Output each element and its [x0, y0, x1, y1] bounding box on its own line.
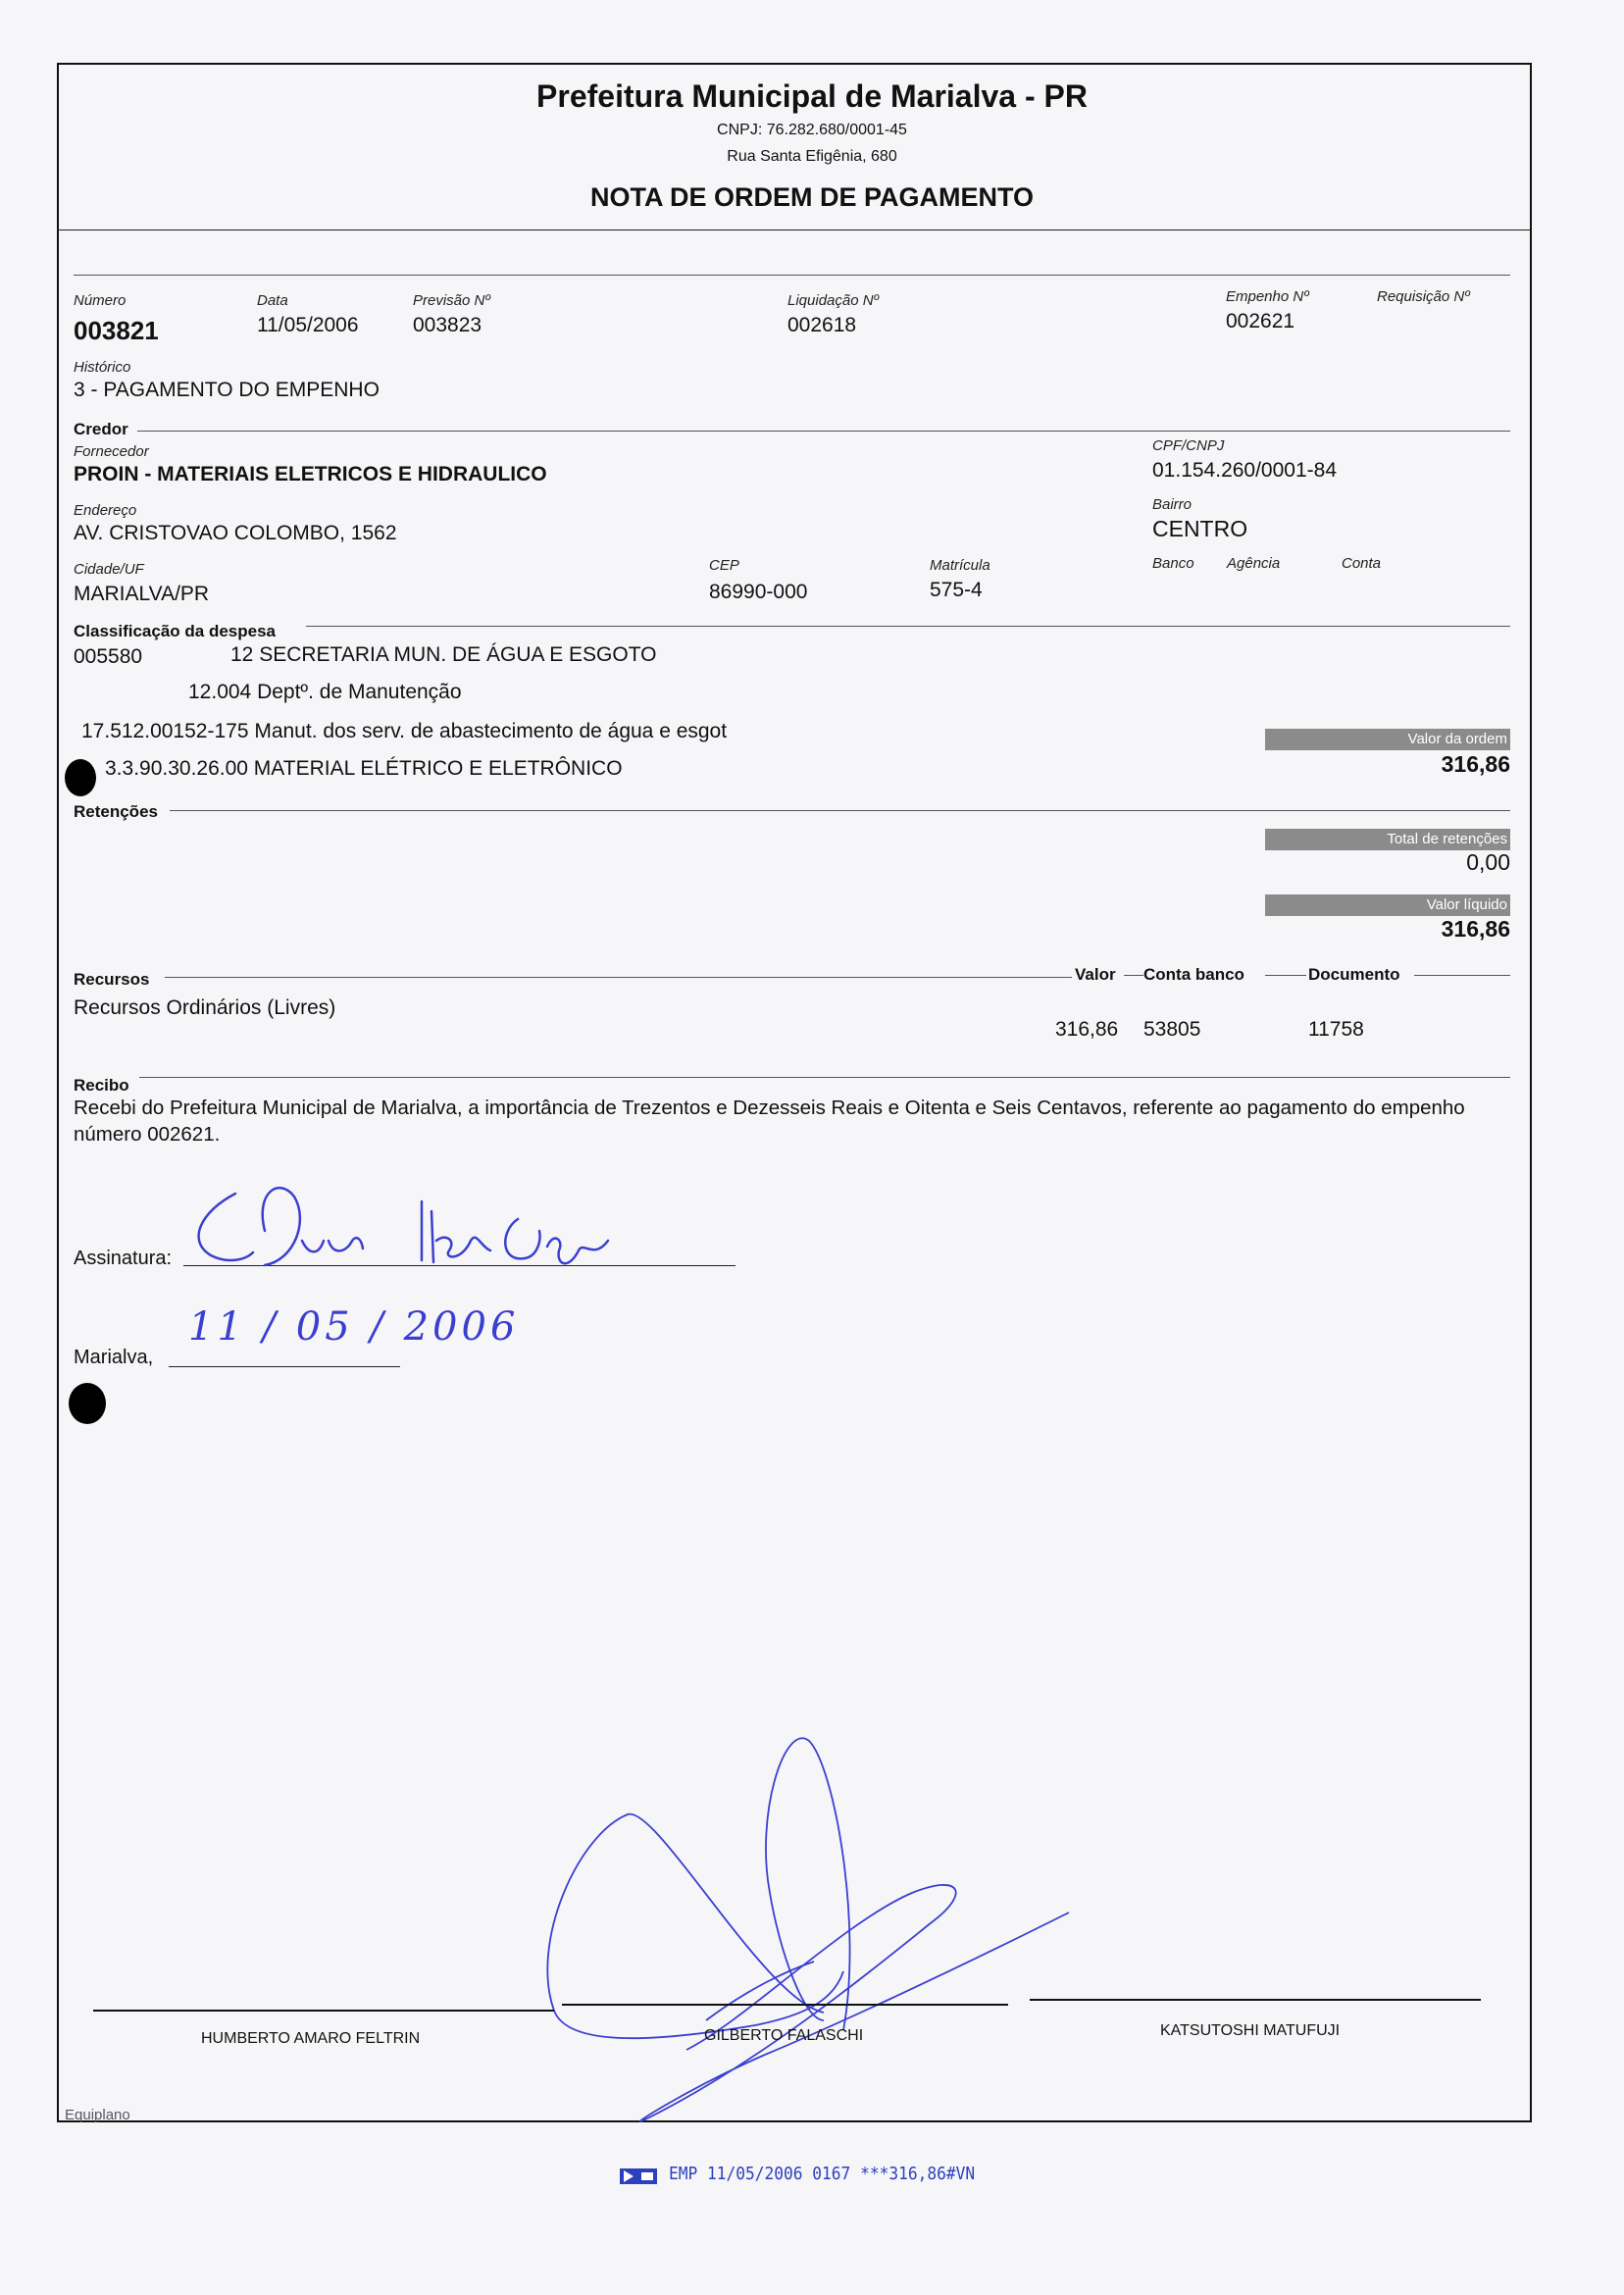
- historico-value: 3 - PAGAMENTO DO EMPENHO: [74, 379, 380, 401]
- matricula-label: Matrícula: [930, 557, 990, 574]
- recursos-rule: [165, 977, 1072, 978]
- numero-value: 003821: [74, 316, 159, 345]
- signatory-2-name: GILBERTO FALASCHI: [704, 2027, 864, 2044]
- empenho-label: Empenho Nº: [1226, 288, 1309, 305]
- date-line: [169, 1366, 400, 1367]
- classificacao-section-title: Classificação da despesa: [74, 622, 277, 640]
- signature-receiver: [186, 1172, 647, 1300]
- footer-brand: Equiplano: [65, 2107, 130, 2123]
- fornecedor-value: PROIN - MATERIAIS ELETRICOS E HIDRAULICO: [74, 463, 547, 485]
- recursos-documento-label: Documento: [1308, 965, 1400, 984]
- historico-label: Histórico: [74, 359, 131, 376]
- valor-ordem-value: 316,86: [1441, 751, 1510, 777]
- signature-line-3: [1030, 1999, 1481, 2001]
- data-value: 11/05/2006: [257, 314, 359, 336]
- fields-top-rule: [74, 275, 1510, 276]
- cpf-value: 01.154.260/0001-84: [1152, 459, 1338, 482]
- recursos-rule-4: [1414, 975, 1510, 976]
- credor-section-title: Credor: [74, 420, 128, 438]
- signatory-1-name: HUMBERTO AMARO FELTRIN: [201, 2030, 421, 2047]
- previsao-value: 003823: [413, 314, 482, 336]
- recursos-section-title: Recursos: [74, 970, 150, 989]
- total-retencoes-label: Total de retenções: [1265, 829, 1510, 850]
- recibo-rule: [139, 1077, 1510, 1078]
- cep-value: 86990-000: [709, 581, 808, 603]
- header-cnpj: CNPJ: 76.282.680/0001-45: [717, 122, 907, 138]
- footer-stamp: EMP 11/05/2006 0167 ***316,86#VN: [669, 2164, 976, 2184]
- recursos-rule-3: [1265, 975, 1306, 976]
- cep-label: CEP: [709, 557, 739, 574]
- numero-label: Número: [74, 292, 127, 309]
- data-label: Data: [257, 292, 288, 309]
- credor-rule: [137, 431, 1510, 432]
- recursos-descricao: Recursos Ordinários (Livres): [74, 996, 336, 1019]
- classificacao-line2: 12.004 Deptº. de Manutenção: [188, 681, 462, 703]
- retencoes-section-title: Retenções: [74, 802, 158, 821]
- bairro-value: CENTRO: [1152, 516, 1248, 541]
- stamp-logo: [620, 2166, 659, 2187]
- document-title: NOTA DE ORDEM DE PAGAMENTO: [589, 182, 1034, 212]
- bairro-label: Bairro: [1152, 496, 1193, 513]
- classificacao-line3: 17.512.00152-175 Manut. dos serv. de abastecimento de água e esgot: [81, 720, 728, 742]
- valor-ordem-label: Valor da ordem: [1265, 729, 1510, 750]
- signature-authorizer: [510, 1726, 1079, 2138]
- cpf-label: CPF/CNPJ: [1152, 437, 1225, 454]
- endereco-value: AV. CRISTOVAO COLOMBO, 1562: [74, 522, 397, 544]
- fornecedor-label: Fornecedor: [74, 443, 149, 460]
- retencoes-rule: [170, 810, 1510, 811]
- recursos-valor: 316,86: [1055, 1018, 1119, 1041]
- conta-label: Conta: [1342, 555, 1382, 572]
- recursos-conta-banco-label: Conta banco: [1143, 965, 1244, 984]
- recursos-rule-2: [1124, 975, 1143, 976]
- cidade-label: Cidade/UF: [74, 561, 144, 578]
- recibo-section-title: Recibo: [74, 1076, 129, 1095]
- classificacao-line1: 12 SECRETARIA MUN. DE ÁGUA E ESGOTO: [230, 643, 657, 666]
- banco-label: Banco: [1152, 555, 1194, 572]
- recibo-text: Recebi do Prefeitura Municipal de Marialva, a importância de Trezentos e Dezesseis Reais e Oitenta e Seis Centavos, referente ao pagamento do empenho número 002621.: [74, 1096, 1465, 1146]
- signatory-3-name: KATSUTOSHI MATUFUJI: [1160, 2022, 1341, 2039]
- cidade-value: MARIALVA/PR: [74, 583, 210, 605]
- punch-hole-mark-2: [69, 1383, 106, 1424]
- signature-line-2: [562, 2004, 1008, 2006]
- recursos-conta-banco: 53805: [1143, 1018, 1201, 1041]
- recursos-documento: 11758: [1308, 1018, 1364, 1041]
- liquidacao-label: Liquidação Nº: [787, 292, 880, 309]
- empenho-value: 002621: [1226, 310, 1295, 332]
- agencia-label: Agência: [1227, 555, 1281, 572]
- classificacao-rule: [306, 626, 1510, 627]
- valor-liquido-value: 316,86: [1441, 916, 1510, 942]
- header-title: Prefeitura Municipal de Marialva - PR: [536, 78, 1088, 114]
- valor-liquido-label: Valor líquido: [1265, 894, 1510, 916]
- matricula-value: 575-4: [930, 579, 983, 601]
- local-label: Marialva,: [74, 1347, 154, 1368]
- endereco-label: Endereço: [74, 502, 137, 519]
- previsao-label: Previsão Nº: [413, 292, 490, 309]
- signature-line-1: [93, 2010, 554, 2012]
- classificacao-code: 005580: [74, 645, 143, 668]
- total-retencoes-value: 0,00: [1466, 849, 1510, 875]
- recursos-valor-label: Valor: [1075, 965, 1116, 984]
- requisicao-label: Requisição Nº: [1377, 288, 1470, 305]
- handwritten-date: 11 / 05 / 2006: [188, 1304, 520, 1350]
- liquidacao-value: 002618: [787, 314, 857, 336]
- classificacao-line4: 3.3.90.30.26.00 MATERIAL ELÉTRICO E ELETRÔNICO: [105, 757, 623, 780]
- punch-hole-mark: [65, 759, 96, 796]
- assinatura-label: Assinatura:: [74, 1248, 173, 1269]
- header-address: Rua Santa Efigênia, 680: [727, 148, 897, 165]
